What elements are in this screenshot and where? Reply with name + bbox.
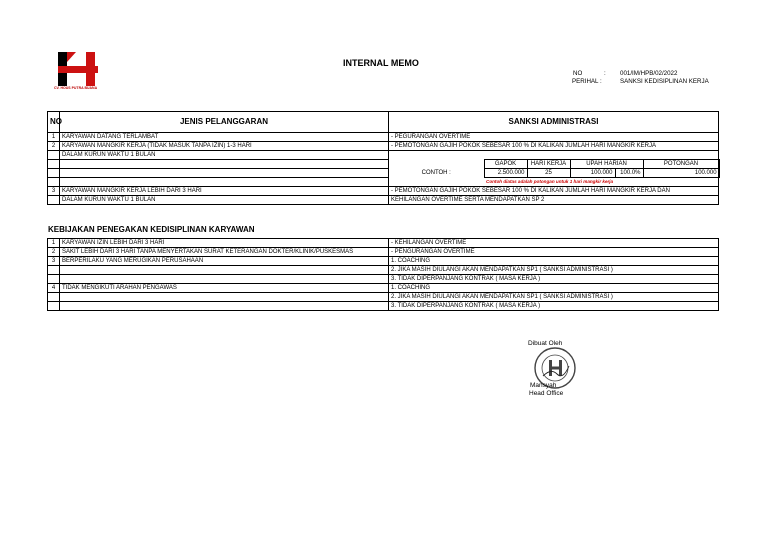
table-row: 2. JIKA MASIH DIULANGI AKAN MENDAPATKAN SP1 ( SANKSI ADMINISTRASI ) [48, 266, 719, 275]
example-potongan: 100.000 [643, 169, 719, 178]
table-row: 2. JIKA MASIH DIULANGI AKAN MENDAPATKAN SP1 ( SANKSI ADMINISTRASI ) [48, 293, 719, 302]
table-row: 1 KARYAWAN IZIN LEBIH DARI 3 HARI - KEHILANGAN OVERTIME [48, 239, 719, 248]
perihal-value: SANKSI KEDISIPLINAN KERJA [620, 78, 709, 85]
company-logo [56, 48, 102, 90]
table-row: 3 BERPERILAKU YANG MERUGIKAN PERUSAHAAN 1. COACHING [48, 257, 719, 266]
col-no-header: NO [48, 112, 60, 133]
table-header-row [48, 112, 719, 133]
example-header-gapok: GAPOK [484, 160, 527, 169]
section-title: KEBIJAKAN PENEGAKAN KEDISIPLINAN KARYAWAN [48, 225, 255, 234]
table-row: 3 KARYAWAN MANGKIR KERJA LEBIH DARI 3 HARI - PEMOTONGAN GAJIH POKOK SEBESAR 100 % DI KALIKAN JUMLAH HARI MANGKIR KERJA DAN [48, 187, 719, 196]
policy-table [47, 238, 719, 311]
signature-label: Dibuat Oleh [528, 340, 563, 347]
no-colon: : [604, 70, 606, 77]
example-gapok: 2.500.000 [484, 169, 527, 178]
example-upah: 100.000 [570, 169, 615, 178]
example-hari: 25 [527, 169, 570, 178]
memo-title: INTERNAL MEMO [343, 58, 419, 68]
col-jenis-header: JENIS PELANGGARAN [60, 112, 389, 133]
table-row: 4 TIDAK MENGIKUTI ARAHAN PENGAWAS 1. COACHING [48, 284, 719, 293]
contoh-label: CONTOH : [421, 170, 451, 176]
signer-name: Mansyah [530, 382, 557, 389]
logo-caption: CV. HOUS PUTRA BUANA [54, 86, 98, 90]
perihal-label: PERIHAL : [572, 78, 602, 85]
example-pct: 100.0% [615, 169, 643, 178]
no-label: NO [573, 70, 583, 77]
example-note: Contoh diatas adalah potongan untuk 1 hari mangkir kerja [486, 179, 614, 184]
table-row: DALAM KURUN WAKTU 1 BULAN GAPOK HARI KERJA UPAH HARIAN POTONGAN CONTOH : 2.500.000 25 100.000 100.0% 100.000 Contoh diatas adalah potongan untuk 1 hari mangkir kerja [48, 151, 719, 160]
example-box [389, 151, 719, 187]
table-row: DALAM KURUN WAKTU 1 BULAN KEHILANGAN OVERTIME SERTA MENDAPATKAN SP 2 [48, 196, 719, 205]
example-table [389, 151, 720, 186]
table-row: 1 KARYAWAN DATANG TERLAMBAT - PEGURANGAN OVERTIME [48, 133, 719, 142]
col-sanksi-header: SANKSI ADMINISTRASI [389, 112, 719, 133]
table-row: 2 KARYAWAN MANGKIR KERJA (TIDAK MASUK TANPA IZIN) 1-3 HARI - PEMOTONGAN GAJIH POKOK SEBESAR 100 % DI KALIKAN JUMLAH HARI MANGKIR KERJA [48, 142, 719, 151]
table-row: 2 SAKIT LEBIH DARI 3 HARI TANPA MENYERTAKAN SURAT KETERANGAN DOKTER/KLINIK/PUSKESMAS - PENGURANGAN OVERTIME [48, 248, 719, 257]
example-header-hari: HARI KERJA [527, 160, 570, 169]
signer-role: Head Office [529, 390, 564, 397]
table-row: 3. TIDAK DIPERPANJANG KONTRAK ( MASA KERJA ) [48, 275, 719, 284]
example-header-potongan: POTONGAN [643, 160, 719, 169]
no-value: 001/IM/HPB/02/2022 [620, 70, 678, 77]
violation-table [47, 111, 719, 205]
example-header-upah: UPAH HARIAN [570, 160, 643, 169]
table-row: 3. TIDAK DIPERPANJANG KONTRAK ( MASA KERJA ) [48, 302, 719, 311]
